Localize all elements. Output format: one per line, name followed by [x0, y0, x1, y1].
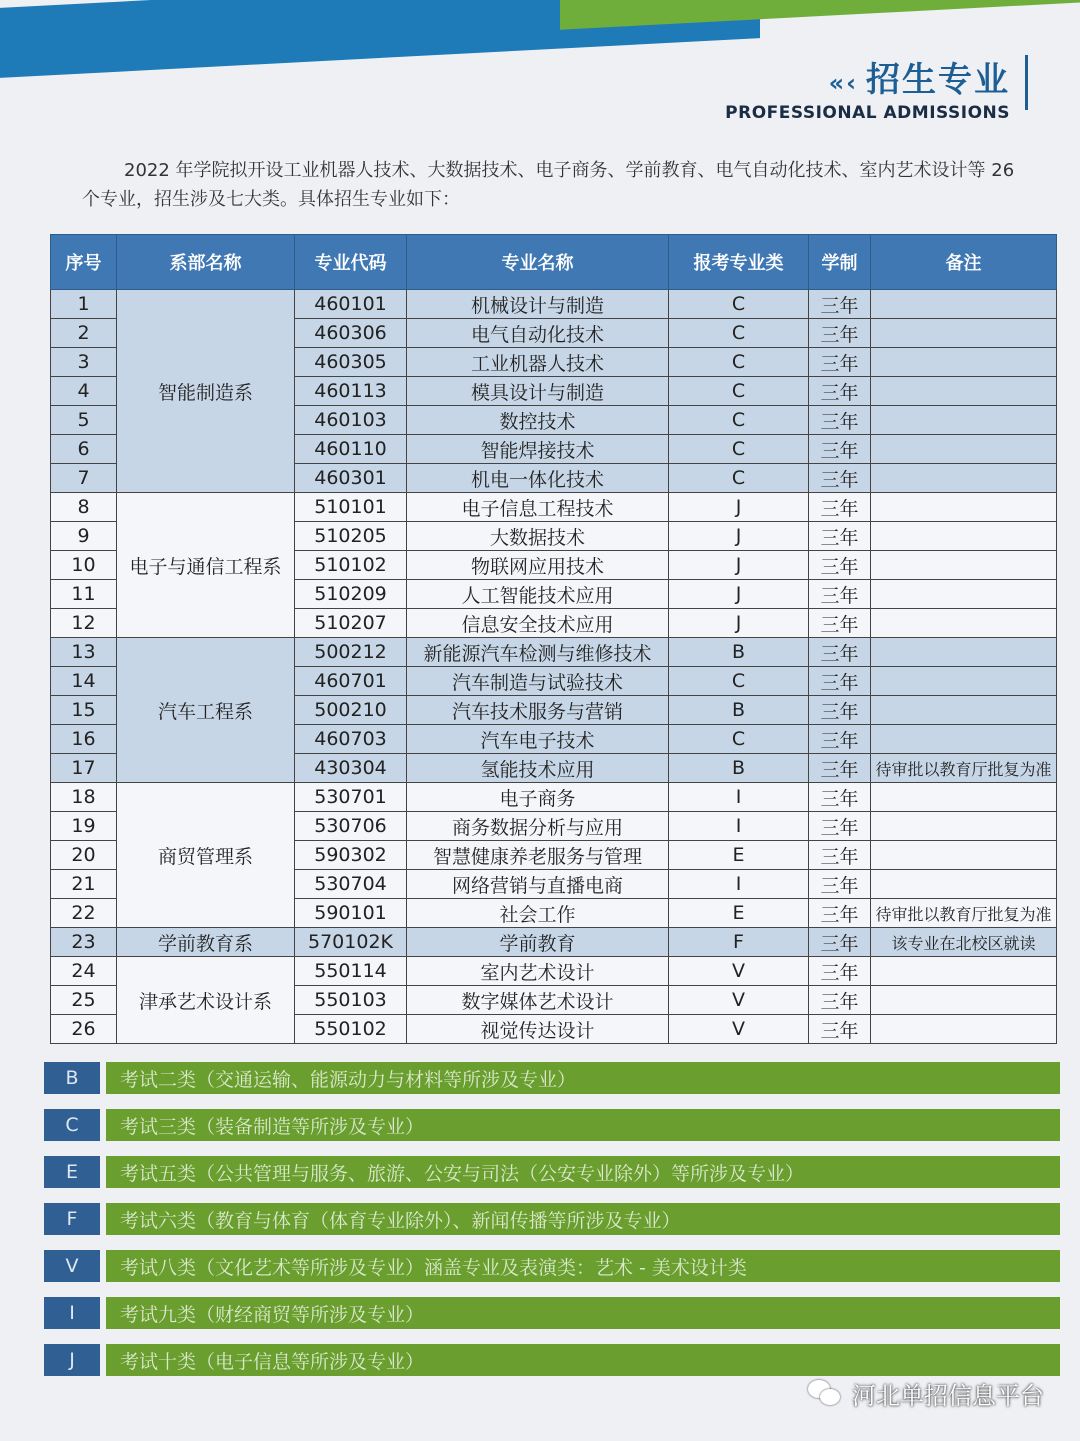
cell-category: C	[669, 406, 809, 435]
cell-major: 大数据技术	[407, 522, 669, 551]
cell-no: 12	[51, 609, 117, 638]
title-cn: 招生专业	[866, 60, 1010, 100]
cell-code: 510205	[295, 522, 407, 551]
legend-description: 考试十类（电子信息等所涉及专业）	[106, 1344, 1060, 1376]
cell-note	[871, 551, 1057, 580]
cell-code: 460305	[295, 348, 407, 377]
legend-code: C	[44, 1109, 100, 1141]
table-row	[51, 493, 1057, 522]
cell-major: 工业机器人技术	[407, 348, 669, 377]
cell-note	[871, 580, 1057, 609]
cell-dept: 学前教育系	[117, 928, 295, 957]
header-years: 学制	[809, 235, 871, 290]
cell-major: 数控技术	[407, 406, 669, 435]
cell-no: 25	[51, 986, 117, 1015]
cell-no: 18	[51, 783, 117, 812]
cell-no: 10	[51, 551, 117, 580]
cell-no: 2	[51, 319, 117, 348]
cell-years: 三年	[809, 783, 871, 812]
cell-major: 新能源汽车检测与维修技术	[407, 638, 669, 667]
watermark-text: 河北单招信息平台	[852, 1382, 1044, 1410]
cell-category: V	[669, 957, 809, 986]
category-legend	[44, 1062, 1060, 1391]
legend-row	[44, 1250, 1060, 1282]
cell-years: 三年	[809, 377, 871, 406]
cell-note	[871, 667, 1057, 696]
legend-description: 考试八类（文化艺术等所涉及专业）涵盖专业及表演类：艺术 - 美术设计类	[106, 1250, 1060, 1282]
cell-category: C	[669, 464, 809, 493]
cell-no: 1	[51, 290, 117, 319]
majors-table-container	[50, 234, 1056, 1044]
table-body	[51, 290, 1057, 1044]
cell-no: 24	[51, 957, 117, 986]
cell-years: 三年	[809, 522, 871, 551]
cell-code: 590302	[295, 841, 407, 870]
table-header-row	[51, 235, 1057, 290]
cell-major: 机电一体化技术	[407, 464, 669, 493]
cell-note	[871, 812, 1057, 841]
cell-years: 三年	[809, 986, 871, 1015]
cell-years: 三年	[809, 667, 871, 696]
green-stripe	[560, 0, 1080, 30]
cell-category: E	[669, 841, 809, 870]
cell-years: 三年	[809, 290, 871, 319]
cell-note	[871, 493, 1057, 522]
legend-description: 考试五类（公共管理与服务、旅游、公安与司法（公安专业除外）等所涉及专业）	[106, 1156, 1060, 1188]
legend-code: I	[44, 1297, 100, 1329]
cell-note	[871, 696, 1057, 725]
cell-code: 460103	[295, 406, 407, 435]
cell-note	[871, 1015, 1057, 1044]
table-row	[51, 783, 1057, 812]
legend-code: F	[44, 1203, 100, 1235]
cell-category: B	[669, 638, 809, 667]
cell-code: 510207	[295, 609, 407, 638]
cell-code: 510102	[295, 551, 407, 580]
legend-description: 考试三类（装备制造等所涉及专业）	[106, 1109, 1060, 1141]
cell-code: 460306	[295, 319, 407, 348]
cell-years: 三年	[809, 899, 871, 928]
cell-category: C	[669, 377, 809, 406]
cell-major: 人工智能技术应用	[407, 580, 669, 609]
cell-no: 20	[51, 841, 117, 870]
cell-code: 590101	[295, 899, 407, 928]
cell-code: 460703	[295, 725, 407, 754]
cell-category: V	[669, 1015, 809, 1044]
page-title	[725, 52, 1010, 101]
cell-dept: 津承艺术设计系	[117, 957, 295, 1044]
cell-dept: 汽车工程系	[117, 638, 295, 783]
cell-code: 550103	[295, 986, 407, 1015]
cell-major: 智慧健康养老服务与管理	[407, 841, 669, 870]
cell-years: 三年	[809, 957, 871, 986]
legend-row	[44, 1344, 1060, 1376]
cell-years: 三年	[809, 580, 871, 609]
cell-category: F	[669, 928, 809, 957]
cell-category: J	[669, 493, 809, 522]
cell-major: 机械设计与制造	[407, 290, 669, 319]
cell-no: 9	[51, 522, 117, 551]
cell-code: 460113	[295, 377, 407, 406]
cell-code: 550114	[295, 957, 407, 986]
watermark	[808, 1376, 1044, 1411]
header-note: 备注	[871, 235, 1057, 290]
legend-code: J	[44, 1344, 100, 1376]
legend-code: E	[44, 1156, 100, 1188]
cell-note	[871, 638, 1057, 667]
cell-major: 汽车制造与试验技术	[407, 667, 669, 696]
header-major: 专业名称	[407, 235, 669, 290]
cell-no: 16	[51, 725, 117, 754]
legend-row	[44, 1062, 1060, 1094]
cell-no: 11	[51, 580, 117, 609]
cell-major: 数字媒体艺术设计	[407, 986, 669, 1015]
cell-years: 三年	[809, 435, 871, 464]
cell-years: 三年	[809, 754, 871, 783]
cell-no: 21	[51, 870, 117, 899]
cell-note	[871, 406, 1057, 435]
cell-note	[871, 348, 1057, 377]
cell-category: I	[669, 812, 809, 841]
cell-code: 500210	[295, 696, 407, 725]
cell-note	[871, 435, 1057, 464]
cell-major: 室内艺术设计	[407, 957, 669, 986]
cell-no: 23	[51, 928, 117, 957]
legend-row	[44, 1203, 1060, 1235]
intro-paragraph: 2022 年学院拟开设工业机器人技术、大数据技术、电子商务、学前教育、电气自动化技术、室内艺术设计等 26 个专业，招生涉及七大类。具体招生专业如下：	[82, 160, 1015, 210]
cell-years: 三年	[809, 841, 871, 870]
cell-years: 三年	[809, 348, 871, 377]
cell-major: 视觉传达设计	[407, 1015, 669, 1044]
cell-code: 550102	[295, 1015, 407, 1044]
cell-dept: 商贸管理系	[117, 783, 295, 928]
cell-note: 待审批以教育厅批复为准	[871, 754, 1057, 783]
cell-major: 电子信息工程技术	[407, 493, 669, 522]
cell-years: 三年	[809, 464, 871, 493]
legend-code: B	[44, 1062, 100, 1094]
cell-no: 13	[51, 638, 117, 667]
cell-code: 510101	[295, 493, 407, 522]
cell-years: 三年	[809, 493, 871, 522]
cell-category: I	[669, 870, 809, 899]
cell-note	[871, 319, 1057, 348]
cell-code: 460301	[295, 464, 407, 493]
table-row	[51, 928, 1057, 957]
legend-row	[44, 1156, 1060, 1188]
cell-note	[871, 609, 1057, 638]
cell-category: V	[669, 986, 809, 1015]
cell-note	[871, 841, 1057, 870]
cell-category: B	[669, 696, 809, 725]
cell-note	[871, 870, 1057, 899]
cell-note	[871, 725, 1057, 754]
cell-category: B	[669, 754, 809, 783]
header-divider	[1025, 55, 1028, 110]
cell-code: 430304	[295, 754, 407, 783]
cell-code: 460110	[295, 435, 407, 464]
table-row	[51, 957, 1057, 986]
cell-note	[871, 464, 1057, 493]
cell-no: 19	[51, 812, 117, 841]
cell-code: 570102K	[295, 928, 407, 957]
cell-category: C	[669, 435, 809, 464]
cell-category: J	[669, 580, 809, 609]
legend-row	[44, 1109, 1060, 1141]
cell-major: 社会工作	[407, 899, 669, 928]
cell-dept: 电子与通信工程系	[117, 493, 295, 638]
cell-note	[871, 986, 1057, 1015]
cell-years: 三年	[809, 696, 871, 725]
cell-major: 电子商务	[407, 783, 669, 812]
cell-no: 15	[51, 696, 117, 725]
cell-years: 三年	[809, 1015, 871, 1044]
cell-code: 530706	[295, 812, 407, 841]
cell-no: 5	[51, 406, 117, 435]
cell-major: 物联网应用技术	[407, 551, 669, 580]
legend-description: 考试二类（交通运输、能源动力与材料等所涉及专业）	[106, 1062, 1060, 1094]
cell-code: 510209	[295, 580, 407, 609]
title-en: PROFESSIONAL ADMISSIONS	[725, 103, 1010, 123]
cell-no: 22	[51, 899, 117, 928]
cell-code: 530704	[295, 870, 407, 899]
cell-major: 汽车电子技术	[407, 725, 669, 754]
cell-dept: 智能制造系	[117, 290, 295, 493]
wechat-icon	[808, 1380, 842, 1408]
cell-major: 汽车技术服务与营销	[407, 696, 669, 725]
cell-code: 530701	[295, 783, 407, 812]
cell-years: 三年	[809, 812, 871, 841]
cell-note	[871, 957, 1057, 986]
cell-note	[871, 290, 1057, 319]
legend-code: V	[44, 1250, 100, 1282]
cell-major: 模具设计与制造	[407, 377, 669, 406]
cell-major: 电气自动化技术	[407, 319, 669, 348]
chevrons-left-icon: «‹	[828, 69, 858, 97]
cell-years: 三年	[809, 928, 871, 957]
table-row	[51, 290, 1057, 319]
legend-row	[44, 1297, 1060, 1329]
cell-major: 智能焊接技术	[407, 435, 669, 464]
cell-note	[871, 377, 1057, 406]
cell-no: 4	[51, 377, 117, 406]
header-no: 序号	[51, 235, 117, 290]
cell-no: 26	[51, 1015, 117, 1044]
cell-no: 6	[51, 435, 117, 464]
cell-code: 460101	[295, 290, 407, 319]
cell-years: 三年	[809, 638, 871, 667]
cell-code: 460701	[295, 667, 407, 696]
header-code: 专业代码	[295, 235, 407, 290]
cell-years: 三年	[809, 406, 871, 435]
cell-category: J	[669, 551, 809, 580]
cell-no: 17	[51, 754, 117, 783]
cell-note	[871, 783, 1057, 812]
cell-note	[871, 522, 1057, 551]
cell-category: I	[669, 783, 809, 812]
cell-years: 三年	[809, 609, 871, 638]
cell-category: C	[669, 348, 809, 377]
cell-years: 三年	[809, 725, 871, 754]
cell-code: 500212	[295, 638, 407, 667]
cell-category: E	[669, 899, 809, 928]
cell-major: 网络营销与直播电商	[407, 870, 669, 899]
cell-years: 三年	[809, 870, 871, 899]
cell-note: 该专业在北校区就读	[871, 928, 1057, 957]
table-row	[51, 638, 1057, 667]
cell-major: 信息安全技术应用	[407, 609, 669, 638]
cell-category: J	[669, 522, 809, 551]
cell-major: 商务数据分析与应用	[407, 812, 669, 841]
cell-category: C	[669, 667, 809, 696]
cell-category: C	[669, 319, 809, 348]
cell-no: 3	[51, 348, 117, 377]
cell-note: 待审批以教育厅批复为准	[871, 899, 1057, 928]
cell-years: 三年	[809, 319, 871, 348]
cell-no: 14	[51, 667, 117, 696]
legend-description: 考试六类（教育与体育（体育专业除外）、新闻传播等所涉及专业）	[106, 1203, 1060, 1235]
majors-table	[50, 234, 1057, 1044]
cell-major: 学前教育	[407, 928, 669, 957]
cell-category: J	[669, 609, 809, 638]
cell-major: 氢能技术应用	[407, 754, 669, 783]
cell-no: 7	[51, 464, 117, 493]
header-dept: 系部名称	[117, 235, 295, 290]
cell-no: 8	[51, 493, 117, 522]
cell-years: 三年	[809, 551, 871, 580]
page-header	[725, 52, 1010, 123]
header-category: 报考专业类	[669, 235, 809, 290]
legend-description: 考试九类（财经商贸等所涉及专业）	[106, 1297, 1060, 1329]
cell-category: C	[669, 290, 809, 319]
cell-category: C	[669, 725, 809, 754]
